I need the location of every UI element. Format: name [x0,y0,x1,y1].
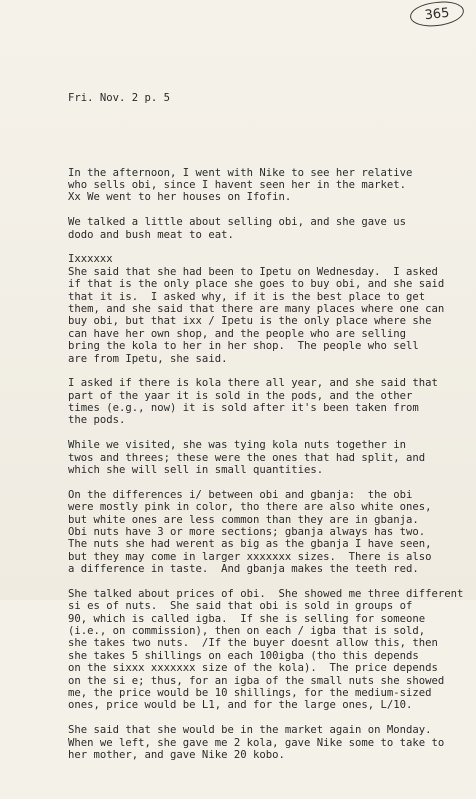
text-line: si es of nuts. She said that obi is sold in groups of [68,600,413,613]
paragraph [68,167,468,204]
paragraph [68,253,468,365]
paragraph [68,216,468,241]
text-line: I asked if there is kola there all year, and she said that [68,377,438,390]
text-line: can have her own shop, and the people who are selling [68,327,407,340]
text-line: bring the kola to her in her shop. The people who sell [68,340,419,353]
text-line: she takes 5 shillings on each 100igba (tho this depends [68,649,419,662]
text-line: but white ones are less common than they are in gbanja. [68,513,419,526]
text-line: the pods. [68,414,126,427]
text-line: She talked about prices of obi. She showed me three different [68,587,464,600]
text-line: were mostly pink in color, tho there are also white ones, [68,501,432,514]
text-line: if that is the only place she goes to buy obi, and she said [68,278,445,291]
text-line: While we visited, she was tying kola nuts together in [68,439,407,452]
text-line: Ixxxxxx [68,253,113,266]
text-line: on the sixxx xxxxxxx size of the kola). The price depends [68,662,438,675]
text-line: She said that she had been to Ipetu on Wednesday. I asked [68,265,438,278]
text-line: We talked a little about selling obi, and she gave us [68,216,407,229]
paragraph [68,489,468,576]
paragraph-list [68,167,468,762]
text-line: on the si e; thus, for an igba of the small nuts she showed [68,674,445,687]
entry-header [68,67,468,129]
text-line: Xx We went to her houses on Ifofin. [68,191,292,204]
text-line: ones, price would be L1, and for the large ones, L/10. [68,699,413,712]
paragraph [68,724,468,761]
text-line: (i.e., on commission), then on each / igba that is sold, [68,625,426,638]
text-line: 90, which is called igba. If she is selling for someone [68,612,426,625]
text-line: she takes two nuts. /If the buyer doesnt allow this, then [68,637,438,650]
text-line: When we left, she gave me 2 kola, gave Nike some to take to [68,736,445,749]
text-line: times (e.g., now) it is sold after it's been taken from [68,402,419,415]
paragraph [68,377,468,427]
text-line: In the afternoon, I went with Nike to see her relative [68,166,413,179]
text-line: which she will sell in small quantities. [68,464,324,477]
text-line: who sells obi, since I havent seen her in the market. [68,179,407,192]
text-line: She said that she would be in the market again on Monday. [68,724,432,737]
text-line: dodo and bush meat to eat. [68,228,234,241]
text-line: buy obi, but that ixx / Ipetu is the only place where she [68,315,432,328]
text-line: them, and she said that there are many places where one can [68,302,445,315]
paragraph [68,439,468,476]
text-line: are from Ipetu, she said. [68,352,228,365]
text-line: Obi nuts have 3 or more sections; gbanja always has two. [68,525,426,538]
text-line: me, the price would be 10 shillings, for the medium-sized [68,687,432,700]
text-line: that it is. I asked why, if it is the best place to get [68,290,426,303]
text-line: a difference in taste. And gbanja makes the teeth red. [68,563,419,576]
handwritten-page-number: 365 [409,0,465,29]
text-line: part of the yaar it is sold in the pods, and the other [68,389,413,402]
header-line: Fri. Nov. 2 p. 5 [68,91,171,104]
text-line: her mother, and gave Nike 20 kobo. [68,749,285,761]
typed-text-body [68,42,468,799]
text-line: but they may come in larger xxxxxxx sizes. There is also [68,550,432,563]
text-line: The nuts she had werent as big as the gbanja I have seen, [68,538,432,551]
paragraph [68,588,468,712]
text-line: twos and threes; these were the ones that had split, and [68,451,426,464]
text-line: On the differences i/ between obi and gbanja: the obi [68,488,413,501]
